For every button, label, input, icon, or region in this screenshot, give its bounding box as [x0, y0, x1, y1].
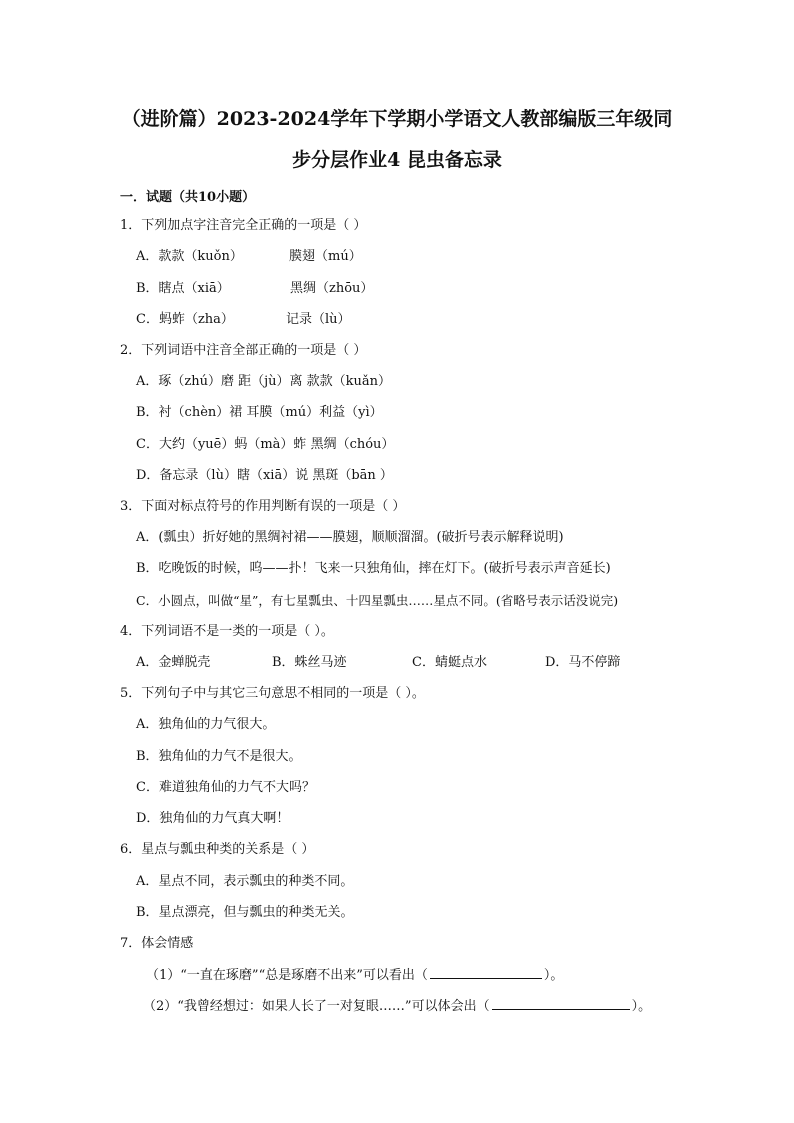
- question-6-option-b: B．星点漂亮，但与瓢虫的种类无关。: [136, 905, 354, 920]
- section-heading: 一．试题（共10小题）: [120, 190, 256, 205]
- question-1-option-c: C．蚂蚱（zha） 记录（lù）: [136, 312, 351, 327]
- question-5-option-c: C．难道独角仙的力气不大吗？: [136, 780, 315, 795]
- question-1-stem: 1．下列加点字注音完全正确的一项是（ ）: [120, 218, 367, 233]
- question-4-option-d: D．马不停蹄: [545, 655, 621, 670]
- question-4-option-c: C．蜻蜓点水: [412, 655, 487, 670]
- question-3-stem: 3．下面对标点符号的作用判断有误的一项是（ ）: [120, 499, 406, 514]
- question-4-stem: 4．下列词语不是一类的一项是（ ）。: [120, 624, 334, 639]
- question-5-stem: 5．下列句子中与其它三句意思不相同的一项是（ ）。: [120, 686, 425, 701]
- question-4-option-a: A．金蝉脱壳: [136, 655, 211, 670]
- question-3-option-c: C．小圆点，叫做“星”，有七星瓢虫、十四星瓢虫……星点不同。(省略号表示话没说完): [136, 593, 619, 608]
- question-1-option-b: B．瞎点（xiā） 黑绸（zhōu）: [136, 281, 374, 296]
- question-3-option-b: B．吃晚饭的时候，呜——扑！飞来一只独角仙，摔在灯下。(破折号表示声音延长): [136, 561, 611, 576]
- answer-blank-1[interactable]: [430, 966, 542, 979]
- question-2-option-a: A．琢（zhú）磨 距（jù）离 款款（kuǎn）: [136, 374, 392, 389]
- question-1-option-a: A．款款（kuǒn） 膜翅（mú）: [136, 249, 362, 264]
- answer-blank-2[interactable]: [492, 997, 630, 1010]
- question-2-stem: 2．下列词语中注音全部正确的一项是（ ）: [120, 343, 367, 358]
- document-title-line-1: （进阶篇）2023-2024学年下学期小学语文人教部编版三年级同: [121, 108, 673, 130]
- question-5-option-b: B．独角仙的力气不是很大。: [136, 749, 302, 764]
- question-2-option-d: D．备忘录（lù）瞎（xiā）说 黑斑（bān ）: [136, 468, 393, 483]
- question-7-sub-1: （1）“一直在琢磨”“总是琢磨不出来”可以看出（ ）。: [146, 968, 564, 983]
- question-7-stem: 7．体会情感: [120, 936, 194, 951]
- question-3-option-a: A．(瓢虫）折好她的黑绸衬裙——膜翅，顺顺溜溜。(破折号表示解释说明): [136, 530, 564, 545]
- question-2-option-b: B．衬（chèn）裙 耳膜（mú）利益（yì）: [136, 405, 383, 420]
- question-5-option-a: A．独角仙的力气很大。: [136, 717, 276, 732]
- document-title-line-2: 步分层作业4 昆虫备忘录: [292, 149, 502, 171]
- question-2-option-c: C．大约（yuē）蚂（mà）蚱 黑绸（chóu）: [136, 437, 395, 452]
- question-6-option-a: A．星点不同，表示瓢虫的种类不同。: [136, 874, 354, 889]
- question-7-sub-2: （2）“我曾经想过：如果人长了一对复眼……”可以体会出（ ）。: [143, 999, 652, 1014]
- question-5-option-d: D．独角仙的力气真大啊！: [136, 811, 290, 826]
- question-4-option-b: B．蛛丝马迹: [272, 655, 347, 670]
- question-6-stem: 6．星点与瓢虫种类的关系是（ ）: [120, 842, 315, 857]
